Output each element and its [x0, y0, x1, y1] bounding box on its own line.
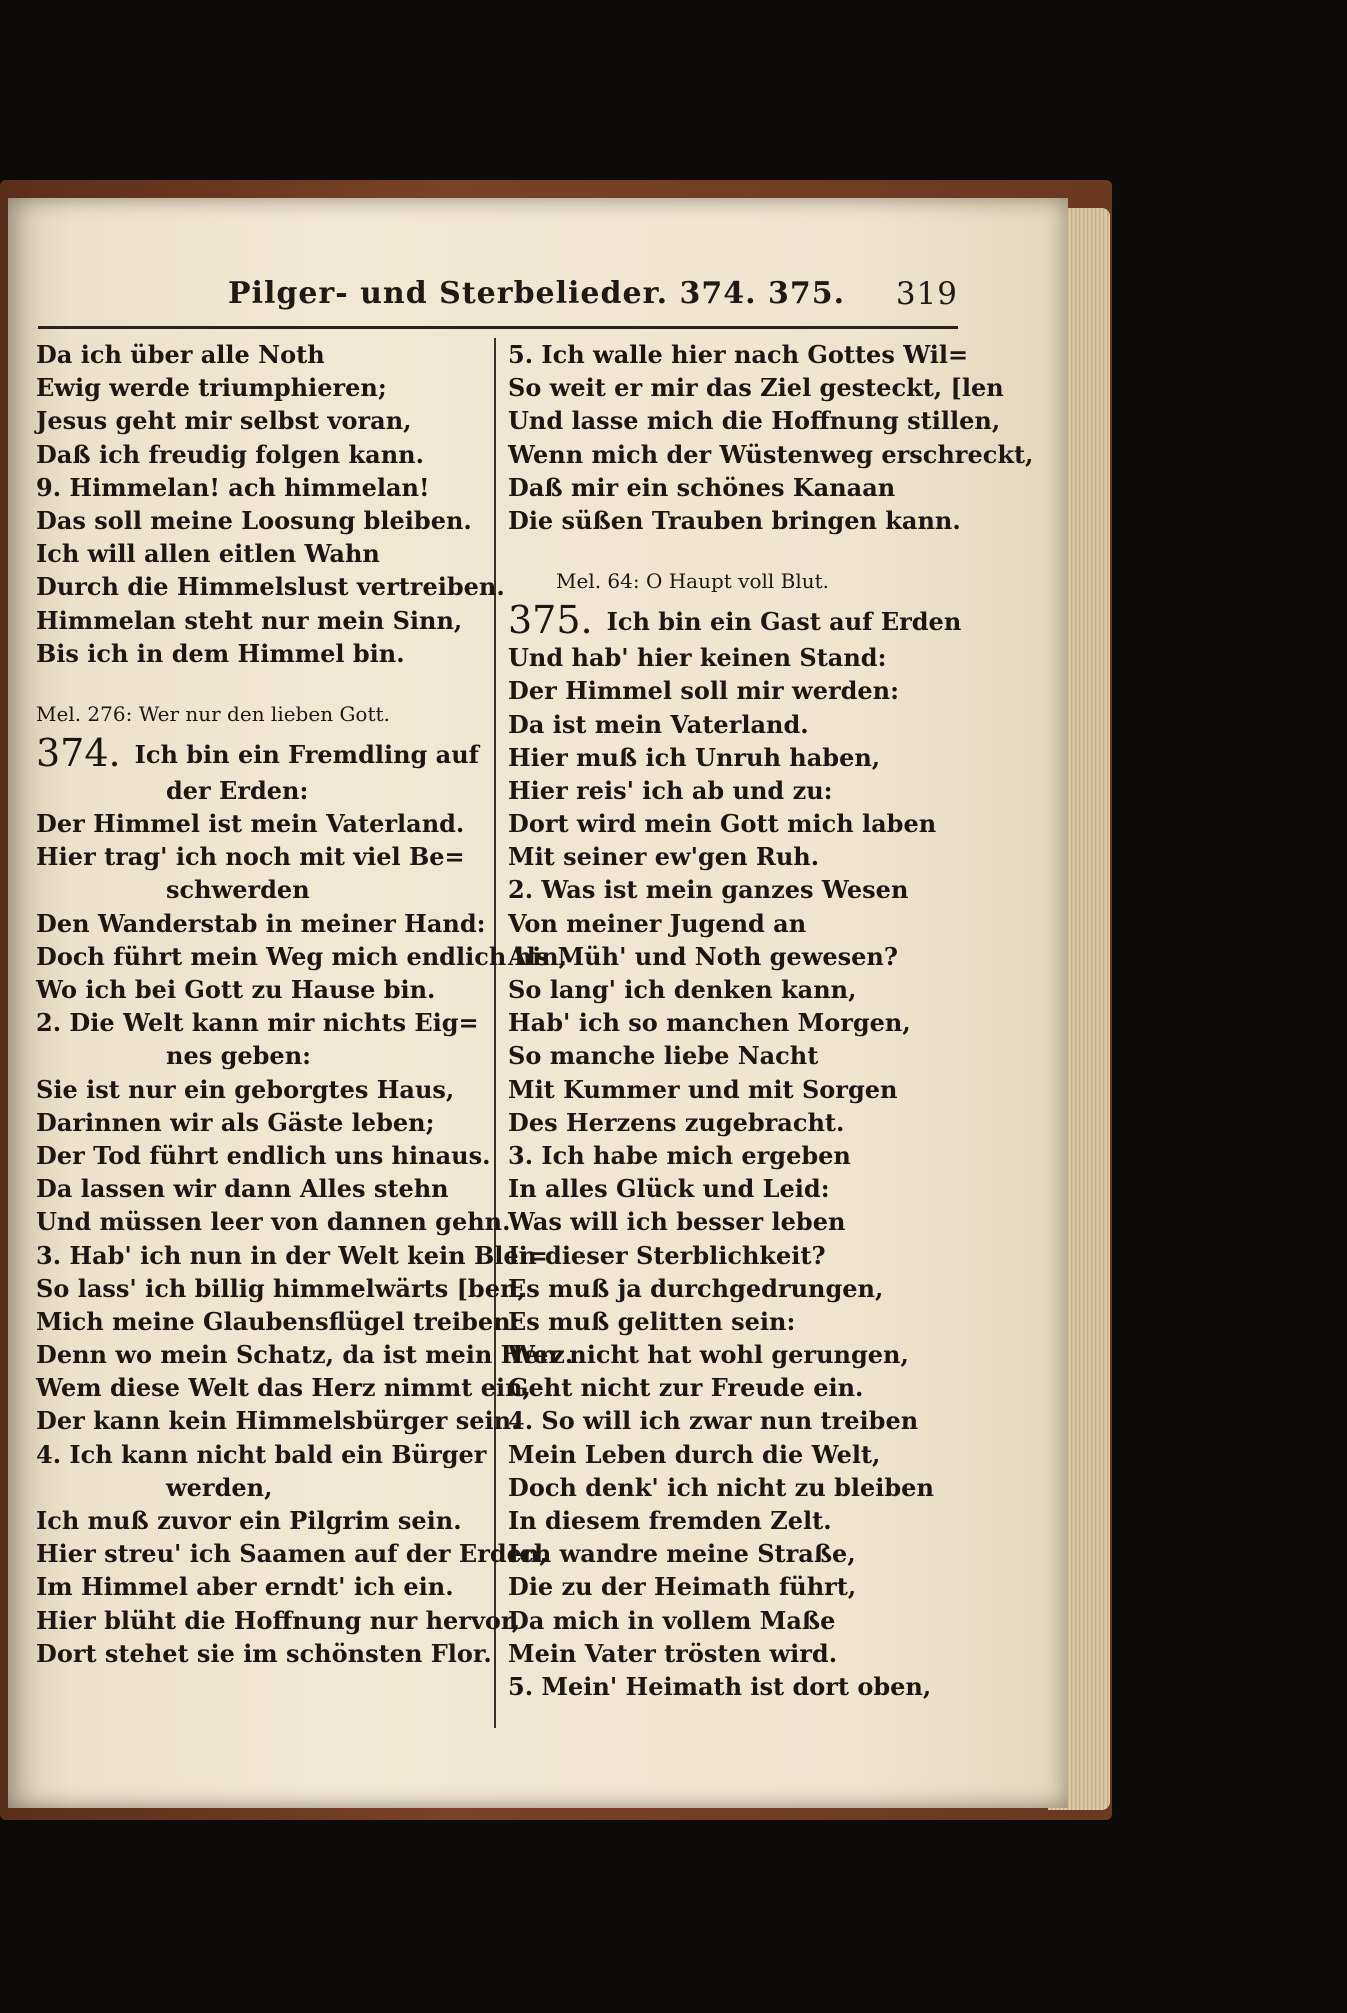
verse-line: Da ich über alle Noth	[36, 340, 325, 369]
verse-line: schwerden	[166, 875, 310, 905]
spacer	[36, 670, 496, 696]
verse-line: Hier muß ich Unruh haben,	[508, 742, 881, 772]
verse-line: Und hab' hier keinen Stand:	[508, 643, 887, 673]
verse-line: So lang' ich denken kann,	[508, 975, 857, 1004]
verse-line: Das soll meine Loosung bleiben.	[36, 505, 472, 535]
verse-line: Im Himmel aber erndt' ich ein.	[36, 1572, 454, 1602]
verse-line: Wenn mich der Wüstenweg erschreckt,	[508, 439, 1034, 469]
verse-line: Des Herzens zugebracht.	[508, 1107, 845, 1137]
hymn-start-374	[36, 732, 496, 774]
verse-line: der Erden:	[166, 775, 309, 805]
verse-line: 4. Ich kann nicht bald ein Bürger	[36, 1439, 487, 1469]
verse-line: Bis ich in dem Himmel bin.	[36, 638, 405, 668]
verse-line: Dort wird mein Gott mich laben	[508, 809, 937, 839]
verse-line: Mit seiner ew'gen Ruh.	[508, 842, 820, 872]
verse-line: Doch denk' ich nicht zu bleiben	[508, 1472, 934, 1502]
verse-line: Wem diese Welt das Herz nimmt ein,	[36, 1373, 531, 1403]
verse-line: Von meiner Jugend an	[508, 908, 807, 938]
verse-line: Da lassen wir dann Alles stehn	[36, 1174, 449, 1204]
verse-line: Die süßen Trauben bringen kann.	[508, 505, 961, 535]
verse-line: Wo ich bei Gott zu Hause bin.	[36, 975, 436, 1004]
verse-line: 2. Die Welt kann mir nichts Eig=	[36, 1008, 479, 1038]
hymn-first-line: Ich bin ein Fremdling auf	[134, 739, 479, 769]
verse-line: 9. Himmelan! ach himmelan!	[36, 472, 430, 502]
verse-line: Und lasse mich die Hoffnung stillen,	[508, 406, 1001, 436]
verse-line: nes geben:	[166, 1041, 311, 1071]
verse-line: Ich will allen eitlen Wahn	[36, 539, 380, 569]
book-page	[8, 198, 1068, 1808]
melody-line: Mel. 64: O Haupt voll Blut.	[556, 569, 830, 594]
verse-line: Es muß ja durchgedrungen,	[508, 1273, 884, 1303]
verse-line: Durch die Himmelslust vertreiben.	[36, 572, 505, 602]
verse-line: Der Himmel soll mir werden:	[508, 676, 899, 706]
hymn-375-body	[508, 641, 978, 1703]
verse-line: Den Wanderstab in meiner Hand:	[36, 908, 486, 938]
verse-line: Doch führt mein Weg mich endlich hin,	[36, 941, 567, 971]
verse-line: Hier trag' ich noch mit viel Be=	[36, 842, 465, 872]
verse-line: Mein Leben durch die Welt,	[508, 1439, 881, 1469]
verse-line: Mich meine Glaubensflügel treiben:	[36, 1306, 520, 1336]
verse-line: 5. Mein' Heimath ist dort oben,	[508, 1671, 932, 1701]
verse-line: Hab' ich so manchen Morgen,	[508, 1008, 911, 1038]
verse-line: 3. Ich habe mich ergeben	[508, 1140, 851, 1170]
verse-line: Der kann kein Himmelsbürger sein.	[36, 1406, 520, 1436]
verse-line: In alles Glück und Leid:	[508, 1174, 830, 1204]
verse-line: In diesem fremden Zelt.	[508, 1506, 832, 1535]
verse-line: werden,	[166, 1472, 273, 1502]
verse-line: Denn wo mein Schatz, da ist mein Herz.	[36, 1340, 574, 1370]
verse-line: Daß mir ein schönes Kanaan	[508, 472, 896, 502]
verse-line: 4. So will ich zwar nun treiben	[508, 1406, 919, 1436]
verse-line: So lass' ich billig himmelwärts [ben,	[36, 1273, 526, 1303]
verse-line: Jesus geht mir selbst voran,	[36, 406, 412, 436]
verse-line: Und müssen leer von dannen gehn.	[36, 1207, 511, 1237]
verse-line: Wer nicht hat wohl gerungen,	[508, 1340, 909, 1370]
verse-line: Mein Vater trösten wird.	[508, 1638, 838, 1668]
verse-line: Was will ich besser leben	[508, 1207, 846, 1237]
verse-line: Ewig werde triumphieren;	[36, 373, 387, 403]
verse-line: Hier streu' ich Saamen auf der Erden,	[36, 1539, 548, 1569]
left-top-verses	[36, 338, 505, 670]
hymn-start-375	[508, 599, 978, 641]
verse-line: Da mich in vollem Maße	[508, 1605, 836, 1635]
verse-line: Als Müh' und Noth gewesen?	[508, 941, 898, 971]
verse-line: Der Himmel ist mein Vaterland.	[36, 809, 465, 839]
hymn-number: 374.	[36, 730, 121, 775]
page-number: 319	[895, 276, 958, 312]
running-header	[38, 276, 958, 326]
verse-line: In dieser Sterblichkeit?	[508, 1240, 826, 1270]
verse-line: Der Tod führt endlich uns hinaus.	[36, 1140, 491, 1170]
verse-line: Mit Kummer und mit Sorgen	[508, 1074, 898, 1104]
verse-line: Himmelan steht nur mein Sinn,	[36, 605, 463, 635]
verse-line: 5. Ich walle hier nach Gottes Wil=	[508, 340, 969, 369]
header-rule	[38, 326, 958, 329]
verse-line: Da ist mein Vaterland.	[508, 709, 809, 739]
verse-line: Daß ich freudig folgen kann.	[36, 439, 424, 469]
melody-line: Mel. 276: Wer nur den lieben Gott.	[36, 701, 390, 726]
verse-line: Es muß gelitten sein:	[508, 1306, 796, 1336]
hymn-first-line: Ich bin ein Gast auf Erden	[606, 607, 962, 637]
verse-line: Darinnen wir als Gäste leben;	[36, 1107, 435, 1137]
verse-line: Sie ist nur ein geborgtes Haus,	[36, 1074, 455, 1104]
verse-line: Geht nicht zur Freude ein.	[508, 1373, 864, 1403]
right-column	[508, 338, 1034, 1703]
right-top-verses	[508, 338, 1034, 537]
hymn-374-body	[36, 774, 574, 1670]
verse-line: 3. Hab' ich nun in der Welt kein Blei=	[36, 1240, 548, 1270]
verse-line: Ich muß zuvor ein Pilgrim sein.	[36, 1506, 462, 1535]
verse-line: Hier reis' ich ab und zu:	[508, 775, 833, 805]
hymn-number: 375.	[508, 598, 593, 643]
verse-line: Ich wandre meine Straße,	[508, 1539, 856, 1569]
verse-line: Die zu der Heimath führt,	[508, 1572, 857, 1602]
header-title: Pilger- und Sterbelieder. 374. 375.	[228, 276, 846, 311]
verse-line: Dort stehet sie im schönsten Flor.	[36, 1638, 492, 1668]
verse-line: Hier blüht die Hoffnung nur hervor,	[36, 1605, 521, 1635]
spacer	[508, 537, 978, 563]
verse-line: So weit er mir das Ziel gesteckt, [len	[508, 373, 1004, 403]
verse-line: So manche liebe Nacht	[508, 1041, 819, 1071]
verse-line: 2. Was ist mein ganzes Wesen	[508, 875, 909, 905]
